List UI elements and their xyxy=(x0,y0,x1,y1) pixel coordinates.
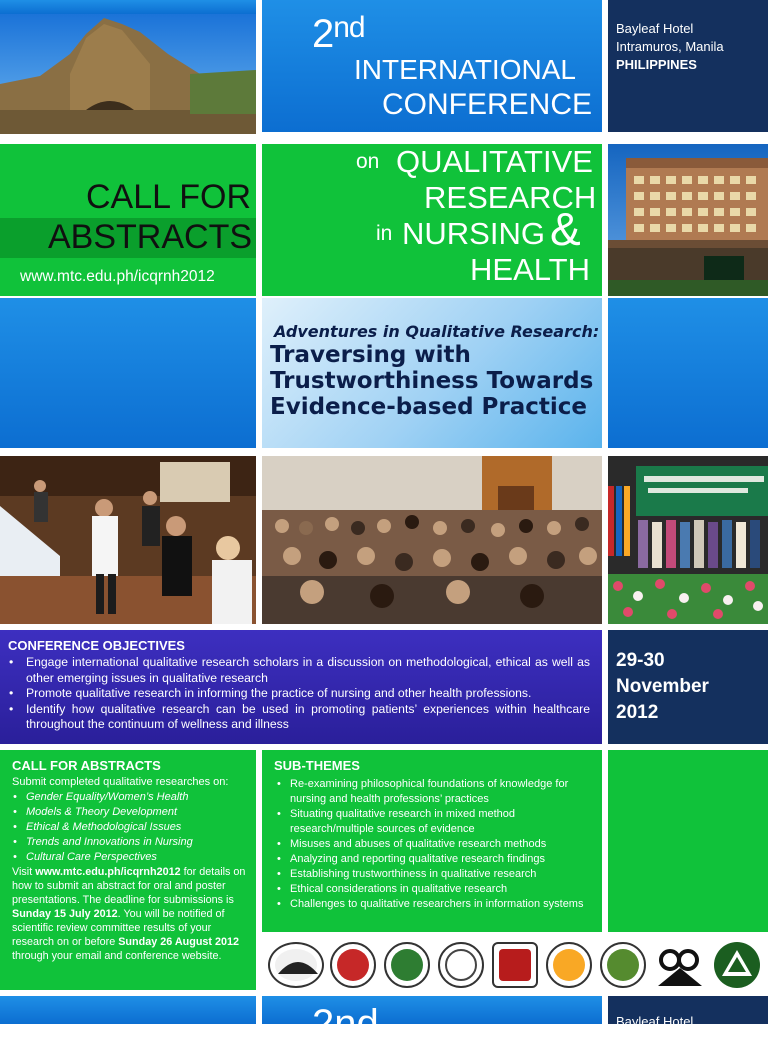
logo-3 xyxy=(384,942,430,988)
dates-month: November xyxy=(616,676,709,697)
topic-item: • Cultural Care Perspectives xyxy=(12,850,246,865)
abstracts-url[interactable]: www.mtc.edu.ph/icqrnh2012 xyxy=(35,866,181,878)
title-conference: CONFERENCE xyxy=(382,88,593,121)
objective-item: • Identify how qualitative research can be used in promoting patients’ experiences within healthcare throughout the continuum of wellness and illness xyxy=(8,702,590,733)
topic-item: • Ethical & Methodological Issues xyxy=(12,820,246,835)
title-ampersand: & xyxy=(550,203,581,255)
partner-logos-strip xyxy=(262,934,768,994)
call-line2: ABSTRACTS xyxy=(48,218,253,256)
topic-item: • Models & Theory Development xyxy=(12,805,246,820)
title-ordinal-number: 2 xyxy=(312,12,334,56)
title-qualitative: QUALITATIVE xyxy=(396,144,593,179)
poster-session-photo xyxy=(0,456,256,624)
objective-item: • Engage international qualitative research scholars in a discussion on methodological, ethical as well as other emerging issues in qualitative research xyxy=(8,655,590,686)
subthemes-list xyxy=(274,777,592,912)
auditorium-photo xyxy=(262,456,602,624)
logo-1 xyxy=(268,942,324,988)
logo-7 xyxy=(600,942,646,988)
objectives-heading: CONFERENCE OBJECTIVES xyxy=(8,638,185,653)
title-health: HEALTH xyxy=(470,252,591,287)
theme-line2: Trustworthiness Towards xyxy=(270,368,594,394)
topic-item: • Trends and Innovations in Nursing xyxy=(12,835,246,850)
bayleaf-hotel-photo xyxy=(608,144,768,296)
abstracts-text: Visit xyxy=(12,866,36,878)
bottom-left-blue-strip xyxy=(0,996,256,1024)
abstracts-text: for details on how to submit an abstract for oral and poster presentations. The deadline for submissions is xyxy=(12,866,246,906)
title-nursing: NURSING xyxy=(402,216,545,251)
abstracts-topics xyxy=(12,790,246,865)
topic-title-block xyxy=(262,144,602,296)
venue-city: Intramuros, Manila xyxy=(616,39,724,54)
logo-9 xyxy=(712,940,762,990)
objectives-block xyxy=(0,630,602,744)
top-left-blue-strip xyxy=(0,0,256,14)
right-green-panel xyxy=(608,750,768,932)
subtheme-item: • Situating qualitative research in mixed method research/multiple sources of evidence xyxy=(276,807,592,837)
dates-year: 2012 xyxy=(616,702,659,723)
subtheme-item: • Challenges to qualitative researchers in information systems xyxy=(276,897,592,912)
venue-hotel: Bayleaf Hotel xyxy=(616,21,694,36)
abstracts-text: . You will be notified of scientific review committee results of your research on or before xyxy=(12,908,225,948)
logo-6 xyxy=(546,942,592,988)
call-for-abstracts-block xyxy=(0,144,256,296)
dates-block xyxy=(608,630,768,744)
left-blue-panel-1 xyxy=(0,298,256,448)
call-url: www.mtc.edu.ph/icqrnh2012 xyxy=(20,268,215,285)
subtheme-item: • Re-examining philosophical foundations of knowledge for nursing and health professions’ practices xyxy=(276,777,592,807)
subthemes-block xyxy=(262,750,602,932)
subtheme-item: • Misuses and abuses of qualitative research methods xyxy=(276,837,592,852)
bottom-venue-block xyxy=(608,996,768,1029)
logo-4 xyxy=(438,942,484,988)
subtheme-item: • Ethical considerations in qualitative research xyxy=(276,882,592,897)
abstracts-deadline: Sunday 15 July 2012 xyxy=(12,908,118,920)
theme-line3: Evidence-based Practice xyxy=(270,394,588,420)
conference-title-block xyxy=(262,0,602,132)
venue-block xyxy=(608,0,768,132)
fort-santiago-photo xyxy=(0,14,256,134)
dates-days: 29-30 xyxy=(616,650,665,671)
logo-5 xyxy=(492,942,538,988)
topic-item: • Gender Equality/Women’s Health xyxy=(12,790,246,805)
abstracts-intro: Submit completed qualitative researches on: xyxy=(12,776,229,788)
title-international: INTERNATIONAL xyxy=(354,54,576,85)
right-blue-panel-1 xyxy=(608,298,768,448)
theme-block xyxy=(262,298,602,448)
abstracts-body xyxy=(12,865,246,963)
abstracts-text: through your email and conference website. xyxy=(12,950,222,962)
title-on: on xyxy=(356,150,380,173)
theme-subtitle: Adventures in Qualitative Research: xyxy=(274,322,600,341)
title-ordinal xyxy=(312,11,365,56)
bottom-title-block xyxy=(262,996,602,1046)
bottom-venue-hotel: Bayleaf Hotel xyxy=(616,1014,694,1029)
abstracts-notify-date: Sunday 26 August 2012 xyxy=(118,936,240,948)
title-ordinal-suffix: nd xyxy=(333,11,365,44)
subtheme-item: • Analyzing and reporting qualitative research findings xyxy=(276,852,592,867)
objectives-list xyxy=(8,655,590,733)
title-research: RESEARCH xyxy=(424,180,597,215)
stage-group-photo xyxy=(608,456,768,624)
title-in: in xyxy=(376,222,393,245)
objective-item: • Promote qualitative research in informing the practice of nursing and other health professions. xyxy=(8,686,590,702)
theme-line1: Traversing with xyxy=(270,342,471,368)
logo-8 xyxy=(654,944,706,988)
call-line1: CALL FOR xyxy=(86,178,252,216)
venue-country: PHILIPPINES xyxy=(616,57,697,72)
abstracts-block xyxy=(0,750,256,990)
abstracts-heading: CALL FOR ABSTRACTS xyxy=(12,758,161,773)
subthemes-heading: SUB-THEMES xyxy=(274,758,360,773)
logo-2 xyxy=(330,942,376,988)
subtheme-item: • Establishing trustworthiness in qualitative research xyxy=(276,867,592,882)
bottom-ordinal: 2nd xyxy=(312,1002,379,1046)
